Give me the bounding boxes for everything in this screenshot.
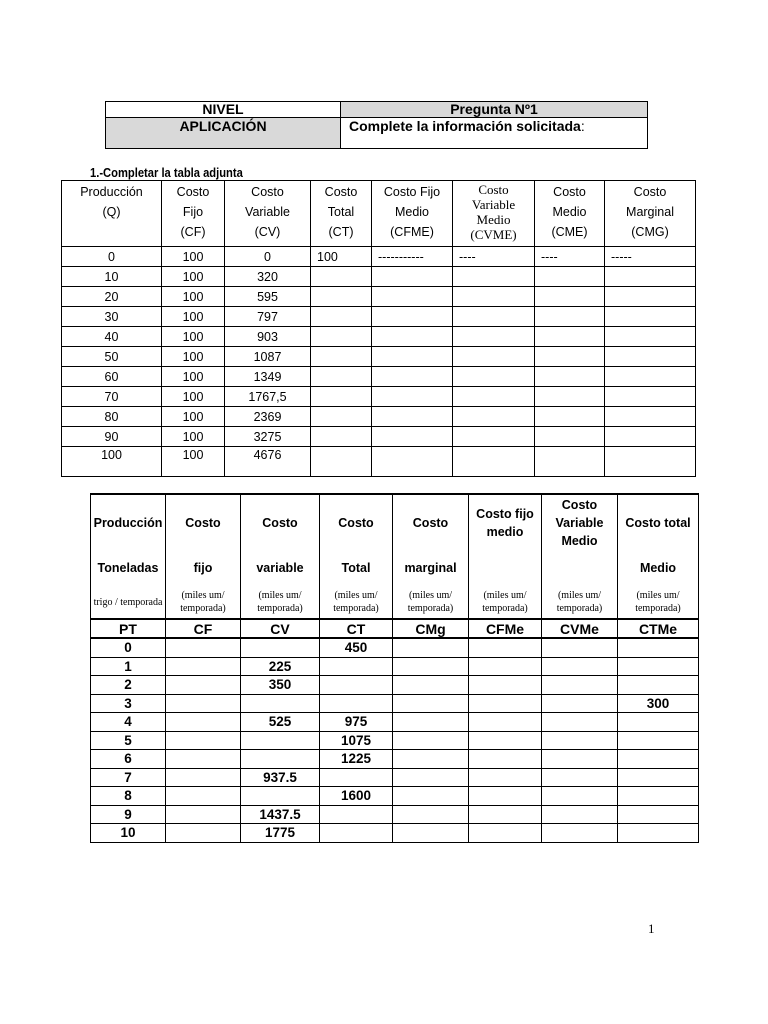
table1-cell xyxy=(311,307,372,327)
pregunta-label: Pregunta Nº1 xyxy=(341,102,648,118)
table2-cell xyxy=(166,787,241,806)
table1-cell: 20 xyxy=(62,287,162,307)
table2-subheader-row-cell: Total xyxy=(320,550,393,586)
table1-cell xyxy=(372,327,453,347)
table2-cell: 3 xyxy=(91,694,166,713)
table1-header-line: (CV) xyxy=(254,225,281,239)
table2-symbol-row-cell: CV xyxy=(241,619,320,638)
table2-cell: 1 xyxy=(91,657,166,676)
table1-header-cell xyxy=(311,181,372,247)
table1-cell: 1087 xyxy=(225,347,311,367)
table2-cell: 1775 xyxy=(241,824,320,843)
table1-cell: 100 xyxy=(162,367,225,387)
table2-cell xyxy=(393,694,469,713)
table1-cell xyxy=(311,327,372,347)
table2-cell xyxy=(618,713,699,732)
table1-header-cell xyxy=(225,181,311,247)
table1-cell xyxy=(311,407,372,427)
table1-cell xyxy=(372,427,453,447)
table1-header-line: (CT) xyxy=(328,225,354,239)
table1-header-line: (CMG) xyxy=(631,225,669,239)
nivel-label: NIVEL xyxy=(106,102,341,118)
table1-cell: 100 xyxy=(162,347,225,367)
table2-cell xyxy=(166,638,241,657)
table1-header-line: (CF) xyxy=(180,225,206,239)
table1-cell: 100 xyxy=(62,447,162,477)
table2-cell: 1437.5 xyxy=(241,805,320,824)
table2-header-row-cell: Costo xyxy=(320,494,393,550)
table1-header-line: Fijo xyxy=(182,205,204,219)
table2-units-row-cell: (miles um/ temporada) xyxy=(166,586,241,619)
table2-cell: 8 xyxy=(91,787,166,806)
table2-cell xyxy=(469,731,542,750)
table1-cell xyxy=(453,407,535,427)
table1-cell xyxy=(605,387,696,407)
table1-header-line: Medio xyxy=(394,205,430,219)
table2-cell xyxy=(166,694,241,713)
table2-row xyxy=(91,787,699,806)
table2-cell xyxy=(166,768,241,787)
table1-cell xyxy=(372,387,453,407)
table2-symbol-row-cell: CT xyxy=(320,619,393,638)
table1-row xyxy=(62,447,696,477)
table2-subheader-row-cell xyxy=(542,550,618,586)
table2-cell: 4 xyxy=(91,713,166,732)
table1-header-line: Producción xyxy=(80,185,143,199)
table2-cell xyxy=(320,824,393,843)
table1-cell xyxy=(311,367,372,387)
table1-row xyxy=(62,387,696,407)
table2-units-row-cell: (miles um/ temporada) xyxy=(320,586,393,619)
table2-cell xyxy=(618,805,699,824)
table1-cell xyxy=(605,327,696,347)
table2-cell xyxy=(542,824,618,843)
table2-units-row-cell: (miles um/ temporada) xyxy=(542,586,618,619)
table1-cell xyxy=(453,287,535,307)
table2-header-row xyxy=(91,494,699,550)
table2-cell xyxy=(393,676,469,695)
table1-cell: 100 xyxy=(162,307,225,327)
table2-header-row-cell: Costo xyxy=(393,494,469,550)
table2-units-row-cell: (miles um/ temporada) xyxy=(469,586,542,619)
table2-cell xyxy=(542,787,618,806)
table1-cell: 100 xyxy=(162,387,225,407)
table2-cell: 350 xyxy=(241,676,320,695)
table2-header-row-cell: Costo xyxy=(166,494,241,550)
table2-cell xyxy=(618,824,699,843)
table2-units-row-cell: trigo / temporada xyxy=(91,586,166,619)
table2-row xyxy=(91,750,699,769)
instruction-colon: : xyxy=(580,118,585,134)
table1-cell xyxy=(453,307,535,327)
table2-cell xyxy=(166,824,241,843)
table1-cell xyxy=(311,387,372,407)
table1-cell: 320 xyxy=(225,267,311,287)
table2-cell xyxy=(618,731,699,750)
table1-row xyxy=(62,247,696,267)
table1-cell: ----------- xyxy=(372,247,453,267)
table2-subheader-row-cell: fijo xyxy=(166,550,241,586)
table2-cell xyxy=(320,768,393,787)
table2-cell: 225 xyxy=(241,657,320,676)
table2-cell xyxy=(393,787,469,806)
table1-row xyxy=(62,307,696,327)
table1-cell xyxy=(605,287,696,307)
table1-cell xyxy=(453,367,535,387)
table1-cell: 100 xyxy=(162,407,225,427)
table1-cell xyxy=(372,407,453,427)
table2-cell xyxy=(166,731,241,750)
table2-cell xyxy=(166,657,241,676)
table1-cell xyxy=(453,427,535,447)
table1-header-line: Costo xyxy=(176,185,210,199)
table2-subheader-row-cell: Medio xyxy=(618,550,699,586)
table1-row xyxy=(62,327,696,347)
table2-cell xyxy=(393,805,469,824)
table2-cell xyxy=(618,657,699,676)
table1-header-line: Total xyxy=(327,205,355,219)
table2-cell: 5 xyxy=(91,731,166,750)
table2-cell xyxy=(393,824,469,843)
table2-subheader-row-cell xyxy=(469,550,542,586)
table1-header-line: Costo xyxy=(251,185,284,199)
table2-symbol-row xyxy=(91,619,699,638)
table2-cell xyxy=(166,713,241,732)
table1-cell xyxy=(535,347,605,367)
table1-cell: 3275 xyxy=(225,427,311,447)
table1-row xyxy=(62,267,696,287)
table1-cell: ---- xyxy=(535,247,605,267)
table2-header-row-cell: Costo Variable Medio xyxy=(542,494,618,550)
table1-cell xyxy=(311,427,372,447)
table1-header-line: Costo Fijo xyxy=(383,185,441,199)
table1-cell xyxy=(372,347,453,367)
table1-header-line: Medio xyxy=(476,212,511,227)
table1-header-row xyxy=(62,181,696,247)
table2-row xyxy=(91,694,699,713)
table1-cell: 903 xyxy=(225,327,311,347)
table2-row xyxy=(91,805,699,824)
table2-cell: 10 xyxy=(91,824,166,843)
table2-cell xyxy=(469,638,542,657)
table1-header-line: Costo xyxy=(553,185,586,199)
table1-row xyxy=(62,287,696,307)
table2-row xyxy=(91,768,699,787)
table2-cell xyxy=(241,694,320,713)
section-instruction: 1.-Completar la tabla adjunta xyxy=(90,165,243,180)
table1-cell: 595 xyxy=(225,287,311,307)
table1-cell: 40 xyxy=(62,327,162,347)
table1-cell xyxy=(535,387,605,407)
table2-cell xyxy=(542,750,618,769)
table2-cell xyxy=(320,694,393,713)
table1-header-line: (CFME) xyxy=(390,225,434,239)
table1-header-cell xyxy=(535,181,605,247)
table2-cell xyxy=(393,657,469,676)
table2-cell xyxy=(469,750,542,769)
table1-cell xyxy=(453,327,535,347)
table2-subheader-row-cell: variable xyxy=(241,550,320,586)
table1-cell xyxy=(535,267,605,287)
table1-cell: 1349 xyxy=(225,367,311,387)
table1-header-line: Costo xyxy=(324,185,358,199)
table2-cell: 525 xyxy=(241,713,320,732)
table1-cell xyxy=(605,447,696,477)
table2-units-row-cell: (miles um/ temporada) xyxy=(241,586,320,619)
table2-row xyxy=(91,824,699,843)
header-table xyxy=(105,101,648,149)
table1-cell xyxy=(535,427,605,447)
table2-symbol-row-cell: CVMe xyxy=(542,619,618,638)
table2-cell xyxy=(542,805,618,824)
table2-header-row-cell: Producción xyxy=(91,494,166,550)
table2-row xyxy=(91,657,699,676)
table1-cell xyxy=(605,367,696,387)
table2-subheader-row xyxy=(91,550,699,586)
table2-cell xyxy=(393,768,469,787)
table1-cell xyxy=(372,287,453,307)
instruction-cell xyxy=(341,118,648,149)
table1-cell xyxy=(311,447,372,477)
table2-cell xyxy=(618,676,699,695)
table2-cell xyxy=(469,787,542,806)
table1-cell: 70 xyxy=(62,387,162,407)
table2-cell xyxy=(469,657,542,676)
table1-cell xyxy=(605,407,696,427)
table2-cell: 1225 xyxy=(320,750,393,769)
table2-cell xyxy=(166,805,241,824)
table2-row xyxy=(91,731,699,750)
table2-header-row-cell: Costo xyxy=(241,494,320,550)
table1-cell xyxy=(372,307,453,327)
table1-cell xyxy=(453,387,535,407)
table1-cell xyxy=(311,347,372,367)
table2-cell xyxy=(393,731,469,750)
table2-cell xyxy=(393,638,469,657)
table1-cell xyxy=(372,267,453,287)
table1-cell: 797 xyxy=(225,307,311,327)
table2-cell: 1075 xyxy=(320,731,393,750)
table1-cell: 100 xyxy=(162,447,225,477)
table2-row xyxy=(91,638,699,657)
table1-cell xyxy=(605,307,696,327)
table2-header-row-cell: Costo fijo medio xyxy=(469,494,542,550)
table2-row xyxy=(91,713,699,732)
table1-cell xyxy=(453,447,535,477)
table2-units-row-cell: (miles um/ temporada) xyxy=(393,586,469,619)
table2-cell xyxy=(618,638,699,657)
cost-table-1 xyxy=(61,180,696,477)
table2-cell xyxy=(542,657,618,676)
table1-cell: 10 xyxy=(62,267,162,287)
table2-cell xyxy=(542,676,618,695)
table1-cell xyxy=(605,347,696,367)
table1-cell: 100 xyxy=(311,247,372,267)
table2-row xyxy=(91,676,699,695)
table1-header-cell xyxy=(162,181,225,247)
table2-cell: 975 xyxy=(320,713,393,732)
table2-cell: 2 xyxy=(91,676,166,695)
table1-cell xyxy=(372,447,453,477)
table1-cell: 100 xyxy=(162,247,225,267)
table2-symbol-row-cell: CMg xyxy=(393,619,469,638)
table1-header-line: Medio xyxy=(552,205,587,219)
table1-cell: 60 xyxy=(62,367,162,387)
table1-cell xyxy=(311,287,372,307)
table2-symbol-row-cell: CF xyxy=(166,619,241,638)
table1-header-line: Marginal xyxy=(626,205,674,219)
table2-cell: 0 xyxy=(91,638,166,657)
table1-header-line: Variable xyxy=(245,205,290,219)
table2-cell xyxy=(320,805,393,824)
table1-header-line: Costo xyxy=(478,182,509,197)
cost-table-2 xyxy=(90,493,699,843)
table2-cell xyxy=(542,713,618,732)
table2-cell xyxy=(542,731,618,750)
table1-cell xyxy=(453,347,535,367)
table1-cell xyxy=(453,267,535,287)
page-number: 1 xyxy=(648,921,655,936)
table1-header-line: (CVME) xyxy=(470,227,517,242)
table1-cell xyxy=(605,267,696,287)
table2-units-row xyxy=(91,586,699,619)
table2-cell xyxy=(469,824,542,843)
table2-cell: 6 xyxy=(91,750,166,769)
table1-row xyxy=(62,347,696,367)
nivel-value: APLICACIÓN xyxy=(106,118,341,149)
table1-cell: ---- xyxy=(453,247,535,267)
table2-cell xyxy=(469,694,542,713)
table1-cell: 100 xyxy=(162,327,225,347)
table2-symbol-row-cell: CFMe xyxy=(469,619,542,638)
table2-cell: 300 xyxy=(618,694,699,713)
table1-cell: 4676 xyxy=(225,447,311,477)
table1-header-line: Variable xyxy=(471,197,516,212)
table2-cell xyxy=(241,750,320,769)
table1-cell: 90 xyxy=(62,427,162,447)
table1-cell: 1767,5 xyxy=(225,387,311,407)
table2-cell xyxy=(542,638,618,657)
table2-symbol-row-cell: PT xyxy=(91,619,166,638)
table1-header-line: (Q) xyxy=(102,205,121,219)
table1-header-cell xyxy=(372,181,453,247)
table2-cell: 450 xyxy=(320,638,393,657)
table2-cell xyxy=(241,787,320,806)
table2-symbol-row-cell: CTMe xyxy=(618,619,699,638)
table2-cell xyxy=(618,787,699,806)
table2-cell xyxy=(618,750,699,769)
table1-header-cell xyxy=(605,181,696,247)
table2-subheader-row-cell: marginal xyxy=(393,550,469,586)
table1-row xyxy=(62,427,696,447)
table1-cell xyxy=(535,407,605,427)
table2-cell: 9 xyxy=(91,805,166,824)
table1-header-line: Costo xyxy=(633,185,667,199)
instruction-text: Complete la información solicitada xyxy=(349,118,581,134)
table1-header-cell xyxy=(62,181,162,247)
table1-cell: ----- xyxy=(605,247,696,267)
table1-cell: 30 xyxy=(62,307,162,327)
table1-cell xyxy=(535,367,605,387)
table2-cell: 937.5 xyxy=(241,768,320,787)
table1-row xyxy=(62,367,696,387)
table1-cell xyxy=(535,447,605,477)
table1-cell: 100 xyxy=(162,287,225,307)
table1-header-line: (CME) xyxy=(551,225,588,239)
table2-units-row-cell: (miles um/ temporada) xyxy=(618,586,699,619)
table2-cell xyxy=(241,638,320,657)
table2-cell xyxy=(542,694,618,713)
table2-cell xyxy=(469,676,542,695)
table2-cell: 7 xyxy=(91,768,166,787)
table1-cell: 50 xyxy=(62,347,162,367)
table1-cell xyxy=(372,367,453,387)
table1-header-cell xyxy=(453,181,535,247)
table2-cell xyxy=(320,676,393,695)
table2-cell xyxy=(618,768,699,787)
table1-cell: 100 xyxy=(162,427,225,447)
table1-cell xyxy=(311,267,372,287)
table1-cell: 2369 xyxy=(225,407,311,427)
table1-cell xyxy=(535,307,605,327)
table1-cell: 100 xyxy=(162,267,225,287)
table1-cell xyxy=(605,427,696,447)
table1-cell: 0 xyxy=(225,247,311,267)
table2-cell xyxy=(166,750,241,769)
table1-cell: 0 xyxy=(62,247,162,267)
table2-cell xyxy=(320,657,393,676)
table2-cell xyxy=(469,768,542,787)
table1-cell: 80 xyxy=(62,407,162,427)
table2-cell xyxy=(393,750,469,769)
table2-cell: 1600 xyxy=(320,787,393,806)
table2-header-row-cell: Costo total xyxy=(618,494,699,550)
table2-cell xyxy=(542,768,618,787)
table1-cell xyxy=(535,327,605,347)
table1-cell xyxy=(535,287,605,307)
table2-cell xyxy=(166,676,241,695)
table2-cell xyxy=(241,731,320,750)
table2-cell xyxy=(469,713,542,732)
table2-cell xyxy=(393,713,469,732)
table2-subheader-row-cell: Toneladas xyxy=(91,550,166,586)
table1-row xyxy=(62,407,696,427)
table2-cell xyxy=(469,805,542,824)
